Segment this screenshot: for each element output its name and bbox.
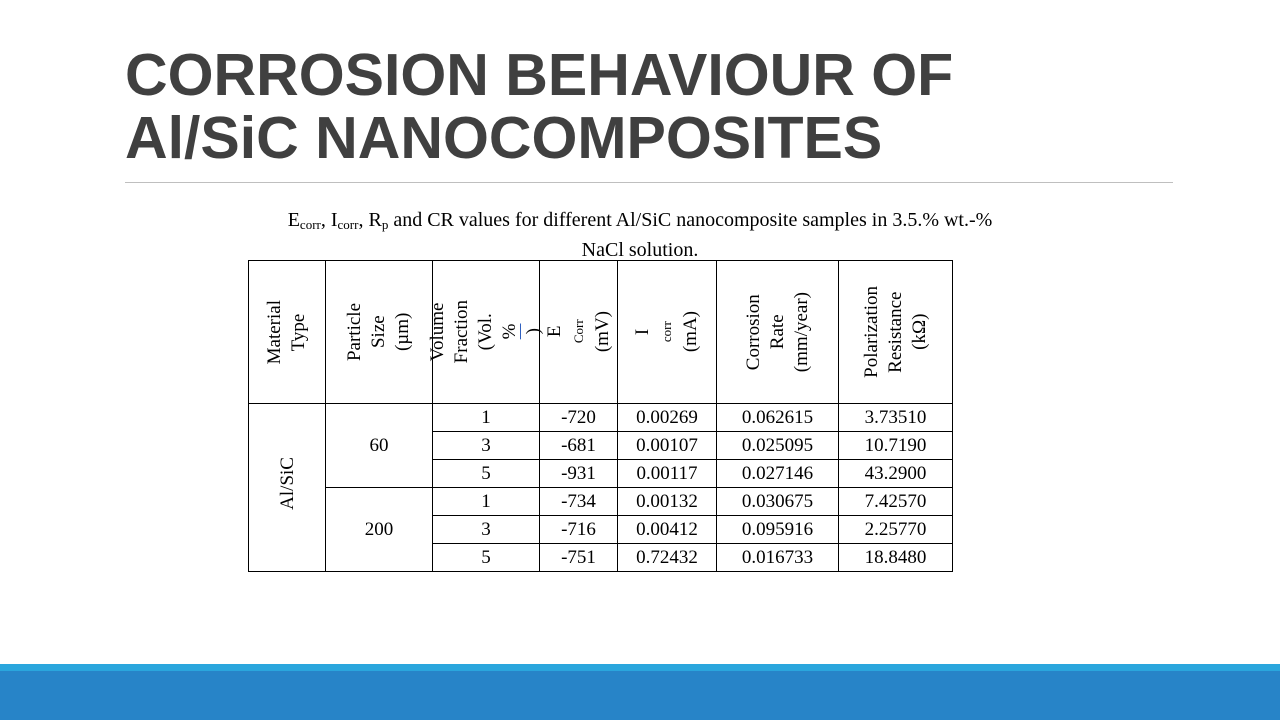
header-text: Size [368, 315, 389, 349]
particle-size-cell: 200 [326, 488, 433, 572]
ecorr-cell: -716 [540, 516, 618, 544]
header-text: (µm) [392, 312, 413, 352]
icorr-cell: 0.72432 [618, 544, 717, 572]
rp-cell: 18.8480 [839, 544, 953, 572]
header-text: Fraction [451, 300, 472, 364]
ecorr-cell: -931 [540, 460, 618, 488]
table-header-row [249, 261, 953, 404]
caption-e-sub: corr [299, 217, 321, 232]
header-text: Type [288, 313, 309, 351]
icorr-cell: 0.00412 [618, 516, 717, 544]
header-polarization-resistance [839, 261, 953, 404]
caption-sep-1: , [320, 209, 331, 231]
rate-cell: 0.025095 [717, 432, 839, 460]
footer-accent-bar [0, 664, 1280, 671]
slide-title [125, 44, 953, 170]
volume-cell: 3 [433, 432, 540, 460]
rate-cell: 0.062615 [717, 404, 839, 432]
ecorr-cell: -720 [540, 404, 618, 432]
volume-cell: 1 [433, 488, 540, 516]
icorr-cell: 0.00269 [618, 404, 717, 432]
rate-cell: 0.027146 [717, 460, 839, 488]
header-text: (mA) [680, 311, 701, 353]
header-corrosion-rate [717, 261, 839, 404]
material-type-cell [249, 404, 326, 572]
caption-e-letter: E [287, 209, 300, 231]
header-text: Volume [427, 302, 448, 362]
icorr-cell: 0.00107 [618, 432, 717, 460]
slide-title-line-1: CORROSION BEHAVIOUR OF [125, 42, 954, 108]
rate-cell: 0.095916 [717, 516, 839, 544]
caption-i-sub: corr [337, 217, 359, 232]
volume-cell: 5 [433, 460, 540, 488]
header-particle-size [326, 261, 433, 404]
volume-cell: 1 [433, 404, 540, 432]
caption-r-letter: R [368, 209, 382, 231]
rp-cell: 43.2900 [839, 460, 953, 488]
rp-cell: 10.7190 [839, 432, 953, 460]
header-text: Corrosion [742, 294, 764, 370]
header-letter: E [543, 326, 565, 338]
header-text: Resistance [884, 291, 906, 373]
header-subscript: corr [659, 321, 674, 343]
icorr-cell: 0.00132 [618, 488, 717, 516]
header-text-part: (Vol. [475, 313, 496, 351]
slide-title-line-2: Al/SiC NANOCOMPOSITES [125, 105, 883, 171]
caption-r-sub: p [381, 217, 389, 232]
material-type-label: Al/SiC [276, 457, 298, 510]
header-text: Material [264, 299, 285, 365]
ecorr-cell: -681 [540, 432, 618, 460]
caption-text: and CR values for different Al/SiC nanocomposite samples in 3.5.% wt.-% [388, 209, 993, 231]
header-volume-fraction [427, 261, 544, 404]
icorr-cell: 0.00117 [618, 460, 717, 488]
header-text: Rate [766, 314, 788, 350]
header-icorr [618, 261, 717, 404]
footer-bar [0, 671, 1280, 720]
volume-cell: 5 [433, 544, 540, 572]
corrosion-data-table [248, 260, 953, 572]
rate-cell: 0.030675 [717, 488, 839, 516]
header-text: (mV) [591, 311, 613, 353]
ecorr-cell: -751 [540, 544, 618, 572]
table-caption [205, 206, 1075, 264]
header-text-link: % [499, 324, 520, 340]
caption-line-2: NaCl solution. [581, 239, 699, 261]
header-text: (kΩ) [908, 313, 930, 351]
header-ecorr [540, 261, 618, 404]
header-text-part: ) [523, 328, 544, 336]
header-text: (mm/year) [790, 291, 812, 373]
header-subscript: Corr [570, 320, 586, 344]
header-text: Particle [344, 302, 365, 362]
rate-cell: 0.016733 [717, 544, 839, 572]
table-row [249, 404, 953, 432]
title-divider [125, 182, 1173, 183]
header-text: Polarization [860, 286, 882, 378]
header-material-type [249, 261, 326, 404]
rp-cell: 2.25770 [839, 516, 953, 544]
volume-cell: 3 [433, 516, 540, 544]
caption-sep-2: , [358, 209, 369, 231]
header-text [631, 311, 679, 352]
particle-size-cell: 60 [326, 404, 433, 488]
rp-cell: 7.42570 [839, 488, 953, 516]
header-letter: I [632, 328, 653, 336]
rp-cell: 3.73510 [839, 404, 953, 432]
ecorr-cell: -734 [540, 488, 618, 516]
header-text [543, 311, 591, 352]
caption-i-letter: I [330, 209, 338, 231]
caption-line-1 [205, 206, 1075, 236]
header-text [474, 300, 546, 363]
table-row [249, 488, 953, 516]
